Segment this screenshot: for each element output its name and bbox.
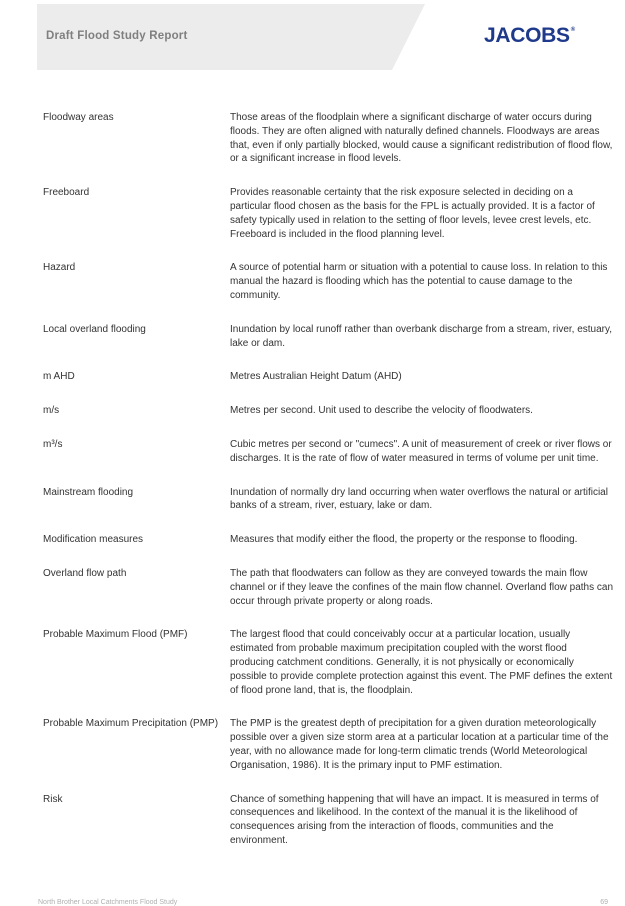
glossary-list bbox=[43, 111, 613, 848]
glossary-entry bbox=[43, 628, 613, 697]
glossary-term: m/s bbox=[43, 405, 60, 417]
glossary-entry bbox=[43, 261, 613, 302]
footer-page-number: 69 bbox=[600, 899, 608, 906]
glossary-term: Probable Maximum Precipitation (PMP) bbox=[43, 718, 219, 730]
glossary-term: Risk bbox=[43, 793, 63, 805]
glossary-entry bbox=[43, 111, 613, 166]
glossary-entry bbox=[43, 486, 613, 514]
glossary-term: Mainstream flooding bbox=[43, 486, 134, 498]
glossary-definition: Cubic metres per second or "cumecs". A unit of measurement of creek or river flows or discharges. It is the rate of flow of water measured in terms of volume per unit time. bbox=[230, 438, 612, 464]
report-title: Draft Flood Study Report bbox=[46, 30, 188, 42]
glossary-definition: The largest flood that could conceivably occur at a particular location, usually estimated from probable maximum precipitation coupled with the worst flood producing catchment conditions. Generally, it is not physically or economically possible to provide complete protection against this event. The PMF defines the extent of flood prone land, that is, the floodplain. bbox=[230, 629, 613, 696]
glossary-term: Freeboard bbox=[43, 187, 90, 199]
glossary-entry bbox=[43, 186, 613, 241]
glossary-entry bbox=[43, 717, 613, 772]
glossary-term: m³/s bbox=[43, 438, 63, 450]
glossary-term: Hazard bbox=[43, 262, 76, 274]
glossary-term: Overland flow path bbox=[43, 567, 127, 579]
glossary-term: Floodway areas bbox=[43, 112, 114, 123]
glossary-entry bbox=[43, 404, 613, 418]
jacobs-logo bbox=[484, 24, 575, 48]
glossary-entry bbox=[43, 438, 613, 466]
logo-registered-mark: ® bbox=[570, 27, 575, 33]
glossary-term: Local overland flooding bbox=[43, 323, 146, 335]
glossary-entry bbox=[43, 323, 613, 351]
footer-document-name: North Brother Local Catchments Flood Study bbox=[38, 899, 178, 906]
glossary-definition: Metres Australian Height Datum (AHD) bbox=[230, 371, 402, 383]
glossary-entry bbox=[43, 370, 613, 384]
glossary-term: m AHD bbox=[43, 371, 75, 383]
glossary-definition: Those areas of the floodplain where a significant discharge of water occurs during floods. They are often aligned with naturally defined channels. Floodways are areas that, even if only partially blocked, would cause a significant redistribution of flood flow, or a significant increase in flood levels. bbox=[230, 112, 613, 165]
logo-text: JACOBS bbox=[484, 24, 570, 47]
glossary-definition: Inundation of normally dry land occurring when water overflows the natural or artificial banks of a stream, river, estuary, lake or dam. bbox=[230, 486, 608, 512]
glossary-definition: Provides reasonable certainty that the risk exposure selected in deciding on a particular flood chosen as the basis for the FPL is actually provided. It is a factor of safety typically used in relation to the setting of floor levels, levee crest levels, etc. Freeboard is included in the flood planning level. bbox=[230, 187, 595, 240]
glossary-definition: The path that floodwaters can follow as they are conveyed towards the main flow channel or if they leave the confines of the main flow channel. Overland flow paths can occur through private property or along roads. bbox=[230, 567, 614, 607]
glossary-term: Modification measures bbox=[43, 534, 144, 546]
glossary-definition: Inundation by local runoff rather than overbank discharge from a stream, river, estuary, lake or dam. bbox=[230, 323, 613, 349]
glossary-definition: Chance of something happening that will have an impact. It is measured in terms of consequences and likelihood. In the context of the manual it is the likelihood of consequences arising from the interaction of floods, communities and the environment. bbox=[230, 793, 599, 846]
glossary-entry bbox=[43, 533, 613, 547]
glossary-definition: Measures that modify either the flood, the property or the response to flooding. bbox=[230, 534, 578, 546]
glossary-definition: Metres per second. Unit used to describe the velocity of floodwaters. bbox=[230, 405, 533, 417]
glossary-term: Probable Maximum Flood (PMF) bbox=[43, 629, 188, 641]
glossary-entry bbox=[43, 567, 613, 608]
glossary-entry bbox=[43, 793, 613, 848]
glossary-definition: The PMP is the greatest depth of precipitation for a given duration meteorologically possible over a given size storm area at a particular location at a particular time of the year, with no allowance made for long-term climatic trends (World Meteorological Organisation, 1986). It is the primary input to PMF estimation. bbox=[230, 718, 609, 771]
page-header bbox=[0, 0, 625, 72]
glossary-definition: A source of potential harm or situation with a potential to cause loss. In relation to this manual the hazard is flooding which has the potential to cause damage to the community. bbox=[230, 262, 608, 301]
